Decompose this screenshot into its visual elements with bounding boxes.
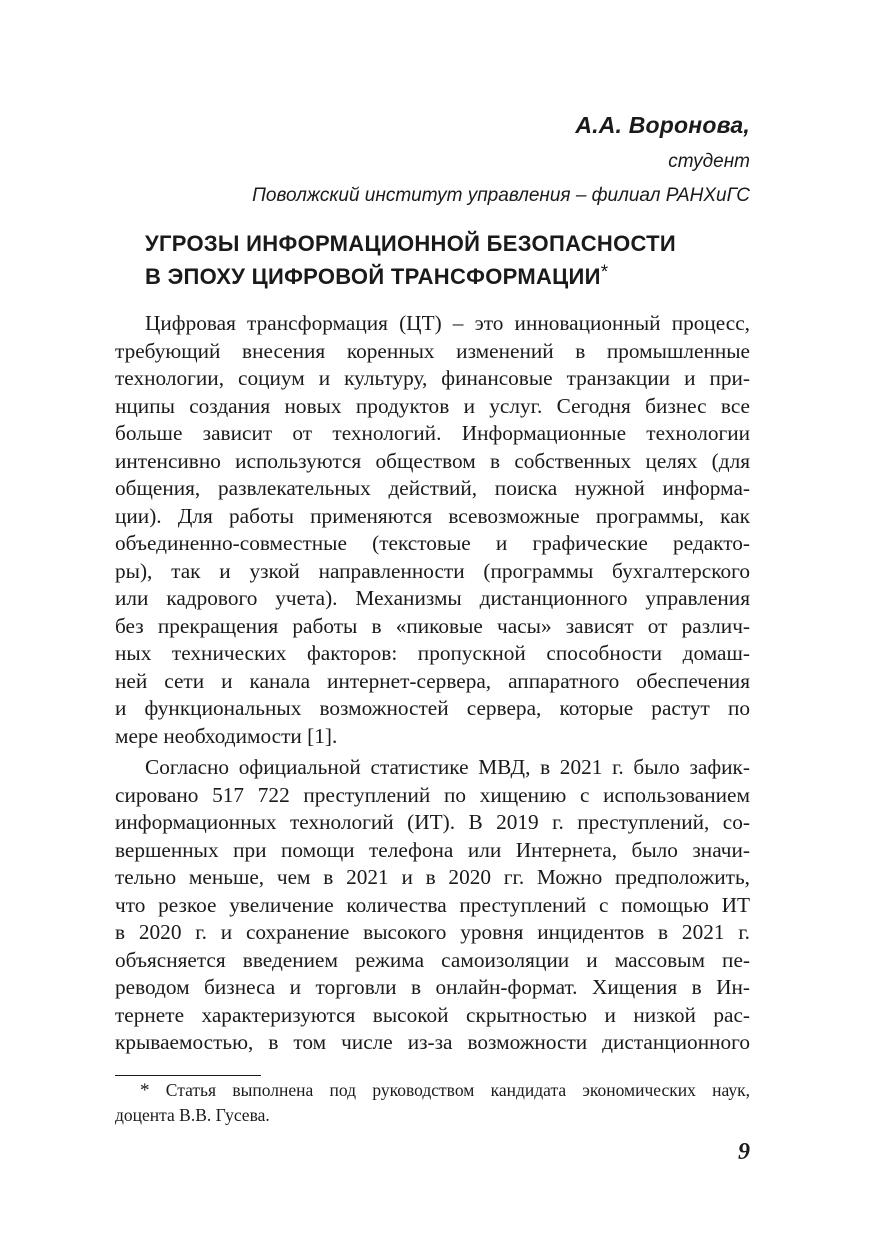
text-line: технологии, социум и культуру, финансовые транзакции и при-	[115, 366, 750, 390]
text-line: нципы создания новых продуктов и услуг. Сегодня бизнес все	[115, 393, 750, 418]
page-number: 9	[738, 1139, 750, 1165]
paragraph-1	[115, 310, 750, 750]
title-line-1: УГРОЗЫ ИНФОРМАЦИОННОЙ БЕЗОПАСНОСТИ	[145, 231, 677, 256]
text-line: в 2020 г. и сохранение высокого уровня инцидентов в 2021 г.	[115, 920, 750, 944]
footnote-divider	[115, 1075, 261, 1076]
text-line: Согласно официальной статистике МВД, в 2021 г. было зафик-	[145, 755, 750, 779]
title-line-2	[145, 258, 765, 291]
article-body	[115, 310, 750, 1057]
text-line: тернете характеризуются высокой скрытностью и низкой рас-	[115, 1002, 750, 1027]
text-line: что резкое увеличение количества преступлений с помощью ИТ	[115, 892, 750, 917]
text-line: мере необходимости [1].	[115, 723, 338, 748]
text-line: ры), так и узкой направленности (программы бухгалтерского	[115, 558, 750, 583]
text-line: объединенно-совместные (текстовые и графические редакто-	[115, 531, 750, 555]
text-line: ных технических факторов: пропускной способности домаш-	[115, 641, 750, 665]
article-title	[145, 229, 765, 291]
footnote-mark: *	[140, 1080, 150, 1101]
author-name: А.А. Воронова,	[575, 112, 750, 138]
text-line: требующий внесения коренных изменений в промышленные	[115, 338, 750, 363]
author-affiliation: Поволжский институт управления – филиал РАНХиГС	[252, 185, 750, 206]
text-line: вершенных при помощи телефона или Интернета, было значи-	[115, 837, 750, 862]
footnote-line-1-text: Статья выполнена под руководством кандидата экономических наук,	[165, 1080, 750, 1100]
text-line: сировано 517 722 преступлений по хищению с использованием	[115, 782, 750, 807]
text-line: ции). Для работы применяются всевозможные программы, как	[115, 503, 750, 528]
text-line: интенсивно используются обществом в собственных целях (для	[115, 448, 750, 473]
footnote-line-1	[115, 1078, 750, 1103]
text-line: крываемостью, в том числе из-за возможности дистанционного	[115, 1030, 750, 1054]
paragraph-2	[115, 754, 750, 1057]
text-line: без прекращения работы в «пиковые часы» зависят от различ-	[115, 613, 750, 638]
footnote-line-2: доцента В.В. Гусева.	[115, 1105, 270, 1125]
title-footnote-mark: *	[600, 262, 609, 283]
text-line: и функциональных возможностей сервера, которые растут по	[115, 696, 750, 720]
text-line: больше зависит от технологий. Информационные технологии	[115, 421, 750, 445]
text-line: ней сети и канала интернет-сервера, аппаратного обеспечения	[115, 668, 750, 693]
author-role: студент	[668, 151, 750, 172]
text-line: общения, развлекательных действий, поиска нужной информа-	[115, 476, 750, 500]
text-line: Цифровая трансформация (ЦТ) – это инновационный процесс,	[145, 311, 750, 335]
text-line: тельно меньше, чем в 2021 и в 2020 гг. Можно предположить,	[115, 865, 750, 889]
text-line: или кадрового учета). Механизмы дистанционного управления	[115, 586, 750, 610]
text-line: информационных технологий (ИТ). В 2019 г. преступлений, со-	[115, 810, 750, 834]
title-line-2-text: В ЭПОХУ ЦИФРОВОЙ ТРАНСФОРМАЦИИ	[145, 264, 601, 289]
text-line: реводом бизнеса и торговли в онлайн-формат. Хищения в Ин-	[115, 975, 750, 999]
footnote	[115, 1078, 750, 1127]
text-line: объясняется введением режима самоизоляции и массовым пе-	[115, 947, 750, 972]
